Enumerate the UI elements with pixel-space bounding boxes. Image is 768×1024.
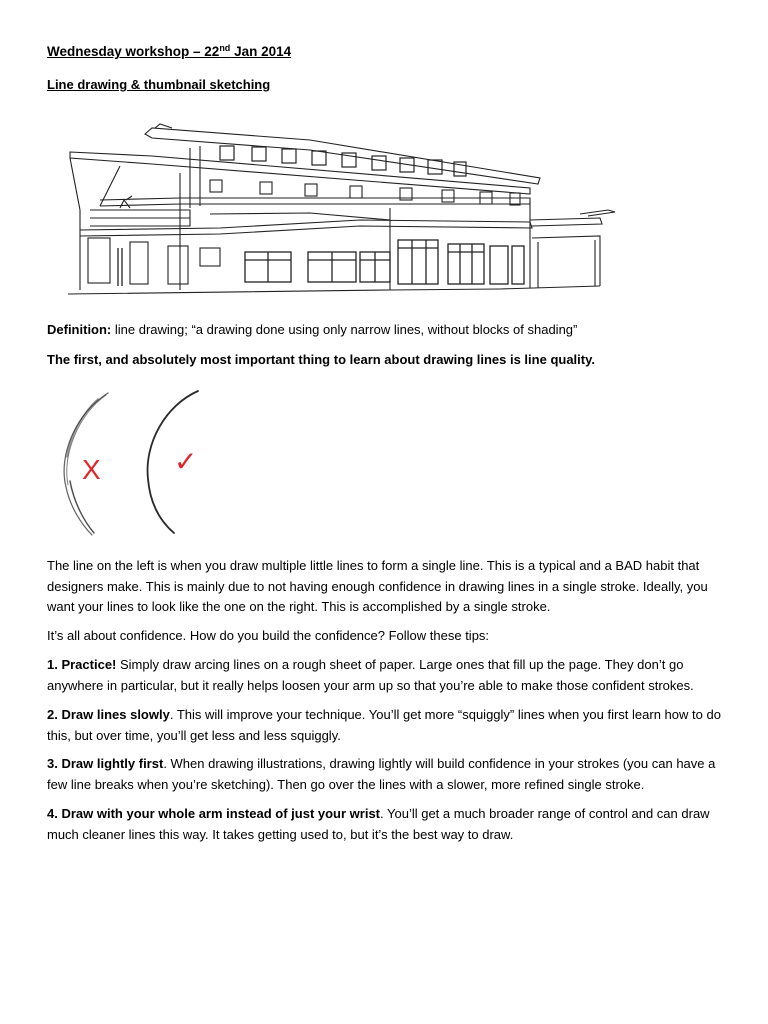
tip-practice-text: Simply draw arcing lines on a rough sheet of paper. Large ones that fill up the page. They don’t go anywhere in particular, but it really helps loosen your arm up so that you’re able to make those confident strokes. (47, 657, 694, 693)
bad-x-mark: X (82, 454, 101, 485)
tip-draw-lightly (47, 754, 737, 795)
title-end: Jan 2014 (230, 44, 292, 59)
tip-draw-slowly (47, 705, 727, 746)
tip-whole-arm-lead: 4. Draw with your whole arm instead of just your wrist (47, 806, 381, 821)
tip-whole-arm (47, 804, 727, 845)
tip-draw-slowly-lead: 2. Draw lines slowly (47, 707, 170, 722)
page-title (47, 44, 291, 59)
tip-draw-slowly-text: . This will improve your technique. You’ll get more “squiggly” lines when you first learn how to do this, but over time, you’ll get less and less squiggly. (47, 707, 721, 743)
tip-draw-lightly-lead: 3. Draw lightly first (47, 756, 164, 771)
confidence-paragraph: It’s all about confidence. How do you build the confidence? Follow these tips: (47, 628, 490, 643)
good-check-mark: ✓ (174, 445, 198, 478)
line-quality-example (48, 385, 218, 540)
house-line-drawing (60, 118, 620, 303)
tip-practice-lead: 1. Practice! (47, 657, 117, 672)
explanation-paragraph: The line on the left is when you draw multiple little lines to form a single line. This is a typical and a BAD habit that designers make. This is mainly due to not having enough confidence in drawing lines in a single stroke. Ideally, you want your lines to look like the one on the right. This is accomplished by a single stroke. (47, 558, 708, 614)
intro-paragraph: The first, and absolutely most important thing to learn about drawing lines is line quality. (47, 352, 595, 367)
title-main: Wednesday workshop – 22 (47, 44, 220, 59)
definition-paragraph (47, 320, 727, 341)
title-superscript: nd (219, 43, 231, 53)
definition-text: line drawing; “a drawing done using only narrow lines, without blocks of shading” (111, 322, 578, 337)
tip-whole-arm-text: . You’ll get a much broader range of control and can draw much cleaner lines this way. It takes getting used to, but it’s the best way to draw. (47, 806, 710, 842)
section-subtitle: Line drawing & thumbnail sketching (47, 77, 271, 92)
definition-term: Definition: (47, 322, 112, 337)
tip-practice (47, 655, 727, 696)
tip-draw-lightly-text: . When drawing illustrations, drawing lightly will build confidence in your strokes (you can have a few line breaks when you’re sketching). Then go over the lines with a slower, more refined single stroke. (47, 756, 716, 792)
